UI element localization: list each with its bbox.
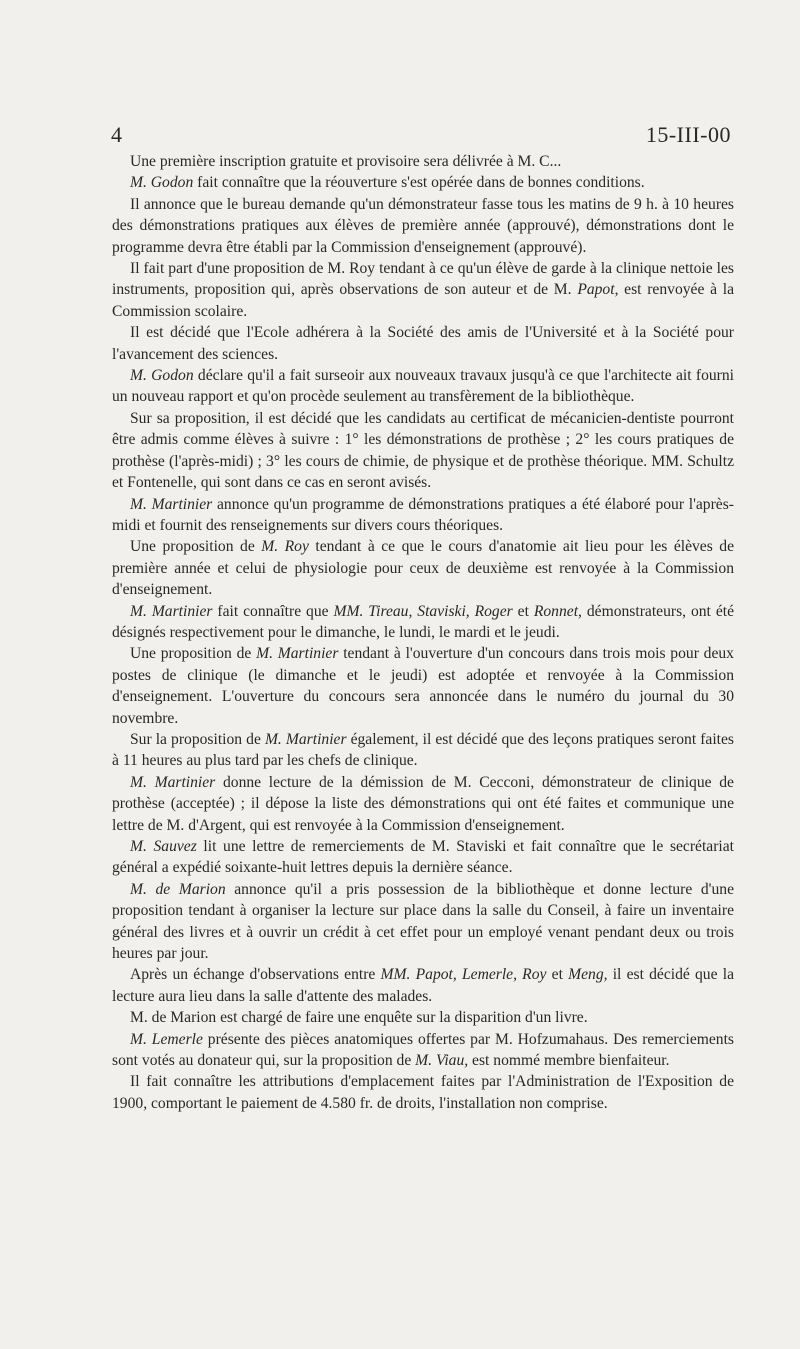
text-run: Après un échange d'observations entre	[130, 966, 381, 984]
italic-name: M. de Marion	[130, 880, 226, 898]
italic-name: MM. Papot, Lemerle, Roy	[380, 966, 547, 984]
paragraph	[112, 772, 734, 836]
text-run: Sur la proposition de	[130, 730, 265, 748]
italic-name: M. Martinier	[130, 773, 216, 791]
italic-name: Meng,	[568, 966, 608, 984]
text-run: il est décidé que la lecture aura lieu dans la salle d'attente des malades.	[112, 966, 734, 1005]
text-run: Il fait part d'une proposition de M. Roy tendant à ce qu'un élève de garde à la clinique nettoie les instruments, proposition qui, après observations de son auteur et de M.	[112, 260, 734, 299]
running-head: 15-III-00	[645, 122, 731, 147]
paragraph	[112, 536, 734, 600]
italic-name: MM. Tireau, Staviski, Roger	[333, 602, 513, 620]
text-run: et	[546, 966, 569, 984]
text-run: présente des pièces anatomiques offertes par M. Hofzumahaus. Des remerciements sont votés au donateur qui, sur la proposition de	[112, 1030, 735, 1070]
text-run: Une première inscription gratuite et provisoire sera délivrée à M. C...	[130, 153, 562, 170]
paragraph	[112, 1071, 734, 1114]
text-run: tendant à l'ouverture d'un concours dans trois mois pour deux postes de clinique (le dimanche et le jeudi) est adoptée et renvoyée à la Commission d'enseignement. L'ouverture du concours sera annoncée dans le numéro du journal du 30 novembre.	[112, 645, 734, 727]
page-number: 4	[111, 122, 122, 147]
paragraph	[112, 1029, 734, 1072]
italic-name: Ronnet,	[533, 602, 582, 620]
italic-name: M. Viau,	[415, 1052, 469, 1070]
text-run: lit une lettre de remerciements de M. Staviski et fait connaître que le secrétariat général a expédié soixante-huit lettres depuis la dernière séance.	[112, 838, 735, 877]
italic-name: Papot	[577, 281, 615, 299]
text-run: et	[512, 602, 534, 620]
text-run: démonstrateurs, ont été désignés respectivement pour le dimanche, le lundi, le mardi et le jeudi.	[112, 602, 734, 641]
text-run: Une proposition de	[130, 645, 257, 663]
italic-name: M. Lemerle	[130, 1030, 203, 1048]
text-run: est nommé membre bienfaiteur.	[468, 1052, 670, 1070]
text-run: M. de Marion est chargé de faire une enquête sur la disparition d'un livre.	[130, 1009, 588, 1027]
italic-name: M. Godon	[130, 367, 194, 385]
text-run: déclare qu'il a fait surseoir aux nouveaux travaux jusqu'à ce que l'architecte ait fourni un nouveau rapport et qu'on procède seulement au transfèrement de la bibliothèque.	[112, 367, 734, 406]
italic-name: M. Martinier	[256, 645, 339, 663]
text-run: annonce qu'un programme de démonstrations pratiques a été élaboré pour l'après-midi et fournit des renseignements sur divers cours théoriques.	[112, 495, 734, 534]
paragraph	[112, 964, 734, 1007]
body-text	[112, 151, 734, 1114]
paragraph	[112, 601, 734, 644]
italic-name: M. Godon	[130, 174, 194, 192]
italic-name: M. Martinier	[130, 495, 213, 513]
text-run: Il fait connaître les attributions d'emplacement faites par l'Administration de l'Exposition de 1900, comportant le paiement de 4.580 fr. de droits, l'installation non comprise.	[112, 1073, 734, 1112]
paragraph	[112, 365, 734, 408]
italic-name: M. Martinier	[130, 602, 213, 620]
text-run: également, il est décidé que des leçons pratiques seront faites à 11 heures au plus tard par les chefs de clinique.	[112, 730, 734, 770]
text-run: fait connaître que	[212, 602, 334, 620]
text-run: annonce qu'il a pris possession de la bibliothèque et donne lecture d'une proposition tendant à organiser la lecture sur place dans la salle du Conseil, à faire un inventaire général des livres et à ouvrir un crédit à cet effet pour un employé venant pendant deux ou trois heures par jour.	[112, 880, 735, 963]
paragraph	[112, 408, 734, 494]
paragraph	[112, 258, 734, 322]
paragraph	[112, 322, 734, 365]
paragraph	[112, 1007, 734, 1028]
text-run: , est renvoyée à la Commission scolaire.	[112, 281, 735, 320]
paragraph	[112, 879, 734, 965]
text-run: Il est décidé que l'Ecole adhérera à la Société des amis de l'Université et à la Société pour l'avancement des sciences.	[112, 324, 734, 363]
paragraph	[112, 172, 734, 193]
paragraph	[112, 151, 734, 172]
text-run: tendant à ce que le cours d'anatomie ait lieu pour les élèves de première année et celui de physiologie pour ceux de deuxième est renvoyée à la Commission d'enseignement.	[112, 538, 735, 599]
paragraph	[112, 729, 734, 772]
italic-name: M. Roy	[261, 538, 309, 556]
text-run: Sur sa proposition, il est décidé que les candidats au certificat de mécanicien-dentiste pourront être admis comme élèves à suivre : 1° les démonstrations de prothèse ; 2° les cours pratiques de prothèse (l'après-midi) ; 3° les cours de chimie, de physique et de prothèse théorique. MM. Schultz et Fontenelle, qui sont dans ce cas en seront avisés.	[112, 409, 734, 492]
italic-name: M. Martinier	[264, 730, 347, 748]
paragraph	[112, 494, 734, 537]
paragraph	[112, 194, 734, 258]
text-run: Il annonce que le bureau demande qu'un démonstrateur fasse tous les matins de 9 h. à 10 heures des démonstrations pratiques aux élèves de première année (approuvé), démonstrations dont le programme devra être établi par la Commission d'enseignement (approuvé).	[112, 195, 734, 256]
paragraph	[112, 836, 734, 879]
paragraph	[112, 643, 734, 729]
text-run: Une proposition de	[130, 538, 262, 556]
text-run: donne lecture de la démission de M. Cecconi, démonstrateur de clinique de prothèse (acceptée) ; il dépose la liste des démonstrations qui ont été faites et communique une lettre de M. d'Argent, qui est renvoyée à la Commission d'enseignement.	[112, 773, 734, 834]
text-run: fait connaître que la réouverture s'est opérée dans de bonnes conditions.	[193, 174, 645, 192]
italic-name: M. Sauvez	[130, 838, 197, 855]
